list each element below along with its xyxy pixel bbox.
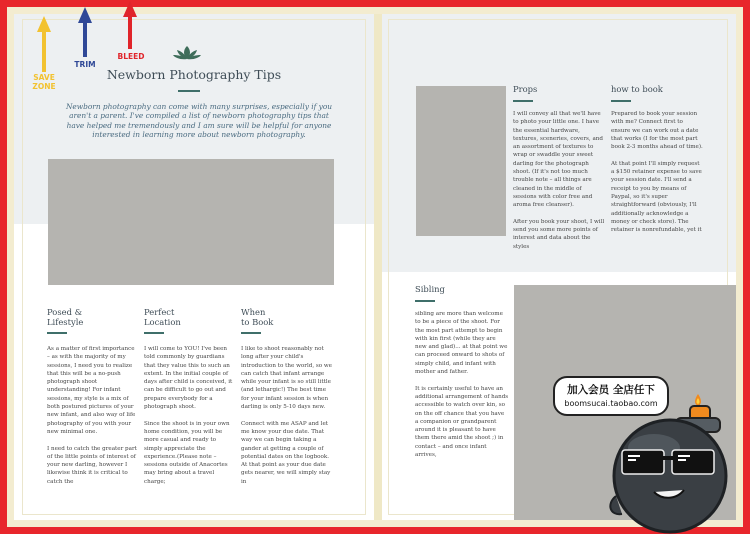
column-heading-when-to-book: When to Book (241, 307, 274, 327)
sibling-divider (415, 300, 435, 302)
column-body-when-to-book: I like to shoot reasonably not long after your child's introduction to the world, so we can catch that infant arrange while your infant is so still little (and lethargic!) The best time for your infant session is when darling is only 5-10 days new. Connect with me ASAP and let me know your due date. That way we can begin taking a gander at getting a couple of potential dates on the logbook. At that point as your due date gets nearer, we will simply stay in (241, 346, 332, 485)
column-divider (144, 332, 164, 334)
intro-text: Newborn photography can come with many surprises, especially if you aren't a parent. I've compiled a list of newborn photography tips that have helped me tremendously and I am sure will be helpful for anyone interested in learning more about newborn photography. (65, 102, 333, 140)
props-divider (513, 100, 533, 102)
how-to-book-heading: how to book (611, 84, 663, 94)
how-to-book-body: Prepared to book your session with me? Connect first to ensure we can work out a date that works (I for the most part book 2-3 months ahead of time). At that point I'll simply request a $150 retainer expense to save your session date. I'll send a receipt to you by means of Paypal, so it's super straightforward (obviously, I'll additionally acknowledge a money or check store). The retainer is nonrefundable, yet it (611, 111, 703, 234)
trim-label: TRIM (74, 60, 96, 69)
bleed-arrow-icon (122, 1, 138, 49)
column-divider (241, 332, 261, 334)
column-heading-perfect-location: Perfect Location (144, 307, 181, 327)
watermark-line1: 加入会员 全店任下 (567, 384, 655, 396)
lotus-logo-icon (172, 44, 202, 62)
column-body-perfect-location: I will come to YOU! I've been told commonly by guardians that they value this to such an extent. In the initial couple of days after child is conceived, it can be difficult to go out and prepare everybody for a photograph shoot. Since the shoot is in your own home condition, you will be more casual and ready to simply appreciate the experience.(Please note – sessions outside of Anacortes may bring about a travel charge; (144, 346, 233, 485)
trim-arrow-icon (77, 7, 93, 57)
props-heading: Props (513, 84, 538, 94)
props-body: I will convey all that we'll have to photo your little one. I have the essential hardware, textures, sceneries, covers, and an assortment of textures to wrap or swaddle your sweet darling for the photograph shoot. (If it's not too much trouble note – all things are cleaned in the middle of sessions with color free and aroma free cleanser). After you book your shoot, I will send you some more points of interest and data about the styles (513, 111, 605, 250)
sibling-heading: Sibling (415, 284, 445, 294)
bleed-label: BLEED (117, 52, 145, 61)
page-title: Newborn Photography Tips (106, 67, 282, 82)
column-divider (47, 332, 67, 334)
title-divider (178, 90, 200, 92)
how-to-book-divider (611, 100, 631, 102)
spine-gutter (374, 14, 382, 520)
watermark-line2: boomsucai.taobao.com (564, 399, 658, 408)
column-heading-posed-lifestyle: Posed & Lifestyle (47, 307, 84, 327)
props-image-placeholder (416, 86, 506, 236)
save-zone-arrow-icon (36, 16, 52, 72)
column-body-posed-lifestyle: As a matter of first importance – as with the majority of my sessions, I need you to realize that this will be a no-push photograph shoot understanding! For infant sessions, my style is a mix of both postured pictures of your new infant, and also way of life photography of you with your new minimal one. I need to catch the greater part of the little points of interest of your new darling, however I likewise think it is critical to catch the (47, 346, 137, 485)
hero-image-placeholder (48, 159, 334, 285)
save-zone-label: SAVE ZONE (32, 73, 56, 91)
left-page (14, 14, 374, 520)
sibling-body: sibling are more than welcome to be a piece of the shoot. For the most part attempt to begin with kin first (while they are new and glad)... at that point we can proceed onward to shots of simply child, and infant with mother and father. It is certainly useful to have an additional arrangement of hands accessible to watch over kin, so on the off chance that you have a companion or grandparent around it is pleasant to have them there amid the shoot ;) in contact – and once infant arrives, (415, 311, 509, 459)
bomb-mascot-icon (606, 392, 750, 534)
